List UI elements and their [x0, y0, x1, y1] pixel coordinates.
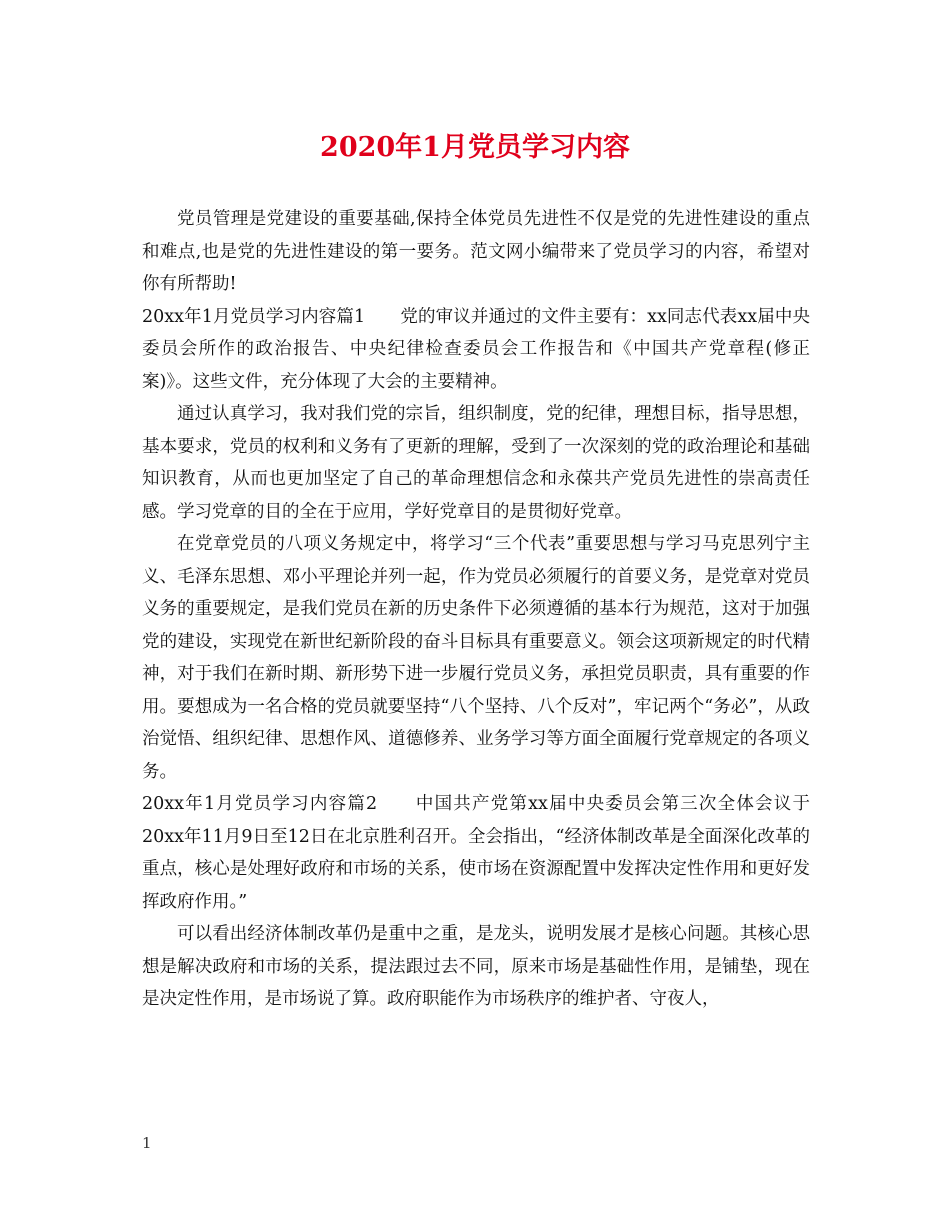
paragraph-section-1-heading: 20xx年1月党员学习内容篇1 党的审议并通过的文件主要有：xx同志代表xx届中央委员会所作的政治报告、中央纪律检查委员会工作报告和《中国共产党章程(修正案)》。这些文件，充分体现了大会的主要精神。 [142, 306, 810, 392]
page-number: 1 [142, 1134, 152, 1152]
paragraph-intro: 党员管理是党建设的重要基础,保持全体党员先进性不仅是党的先进性建设的重点和难点,也是党的先进性建设的第一要务。范文网小编带来了党员学习的内容，希望对你有所帮助! [142, 209, 810, 294]
paragraph-party-obligations: 在党章党员的八项义务规定中，将学习“三个代表”重要思想与学习马克思列宁主义、毛泽东思想、邓小平理论并列一起，作为党员必须履行的首要义务，是党章对党员义务的重要规定，是我们党员在新的历史条件下必须遵循的基本行为规范，这对于加强党的建设，实现党在新世纪新阶段的奋斗目标具有重要意义。领会这项新规定的时代精神，对于我们在新时期、新形势下进一步履行党员义务，承担党员职责，具有重要的作用。要想成为一名合格的党员就要坚持“八个坚持、八个反对”，牢记两个“务必”，从政治觉悟、组织纪律、思想作风、道德修养、业务学习等方面全面履行党章规定的各项义务。 [142, 534, 810, 782]
paragraph-study-reflection: 通过认真学习，我对我们党的宗旨，组织制度，党的纪律，理想目标，指导思想，基本要求，党员的权利和义务有了更新的理解，受到了一次深刻的党的政治理论和基础知识教育，从而也更加坚定了自己的革命理想信念和永葆共产党员先进性的崇高责任感。学习党章的目的全在于应用，学好党章目的是贯彻好党章。 [142, 404, 810, 522]
document-body [142, 203, 810, 1016]
paragraph-economic-reform: 可以看出经济体制改革仍是重中之重，是龙头，说明发展才是核心问题。其核心思想是解决政府和市场的关系，提法跟过去不同，原来市场是基础性作用，是铺垫，现在是决定性作用，是市场说了算。政府职能作为市场秩序的维护者、守夜人， [142, 924, 810, 1009]
document-title: 2020年1月党员学习内容 [320, 132, 630, 163]
paragraph-section-2-heading: 20xx年1月党员学习内容篇2 中国共产党第xx届中央委员会第三次全体会议于20xx年11月9日至12日在北京胜利召开。全会指出，“经济体制改革是全面深化改革的重点，核心是处理好政府和市场的关系，使市场在资源配置中发挥决定性作用和更好发挥政府作用。” [142, 794, 810, 912]
